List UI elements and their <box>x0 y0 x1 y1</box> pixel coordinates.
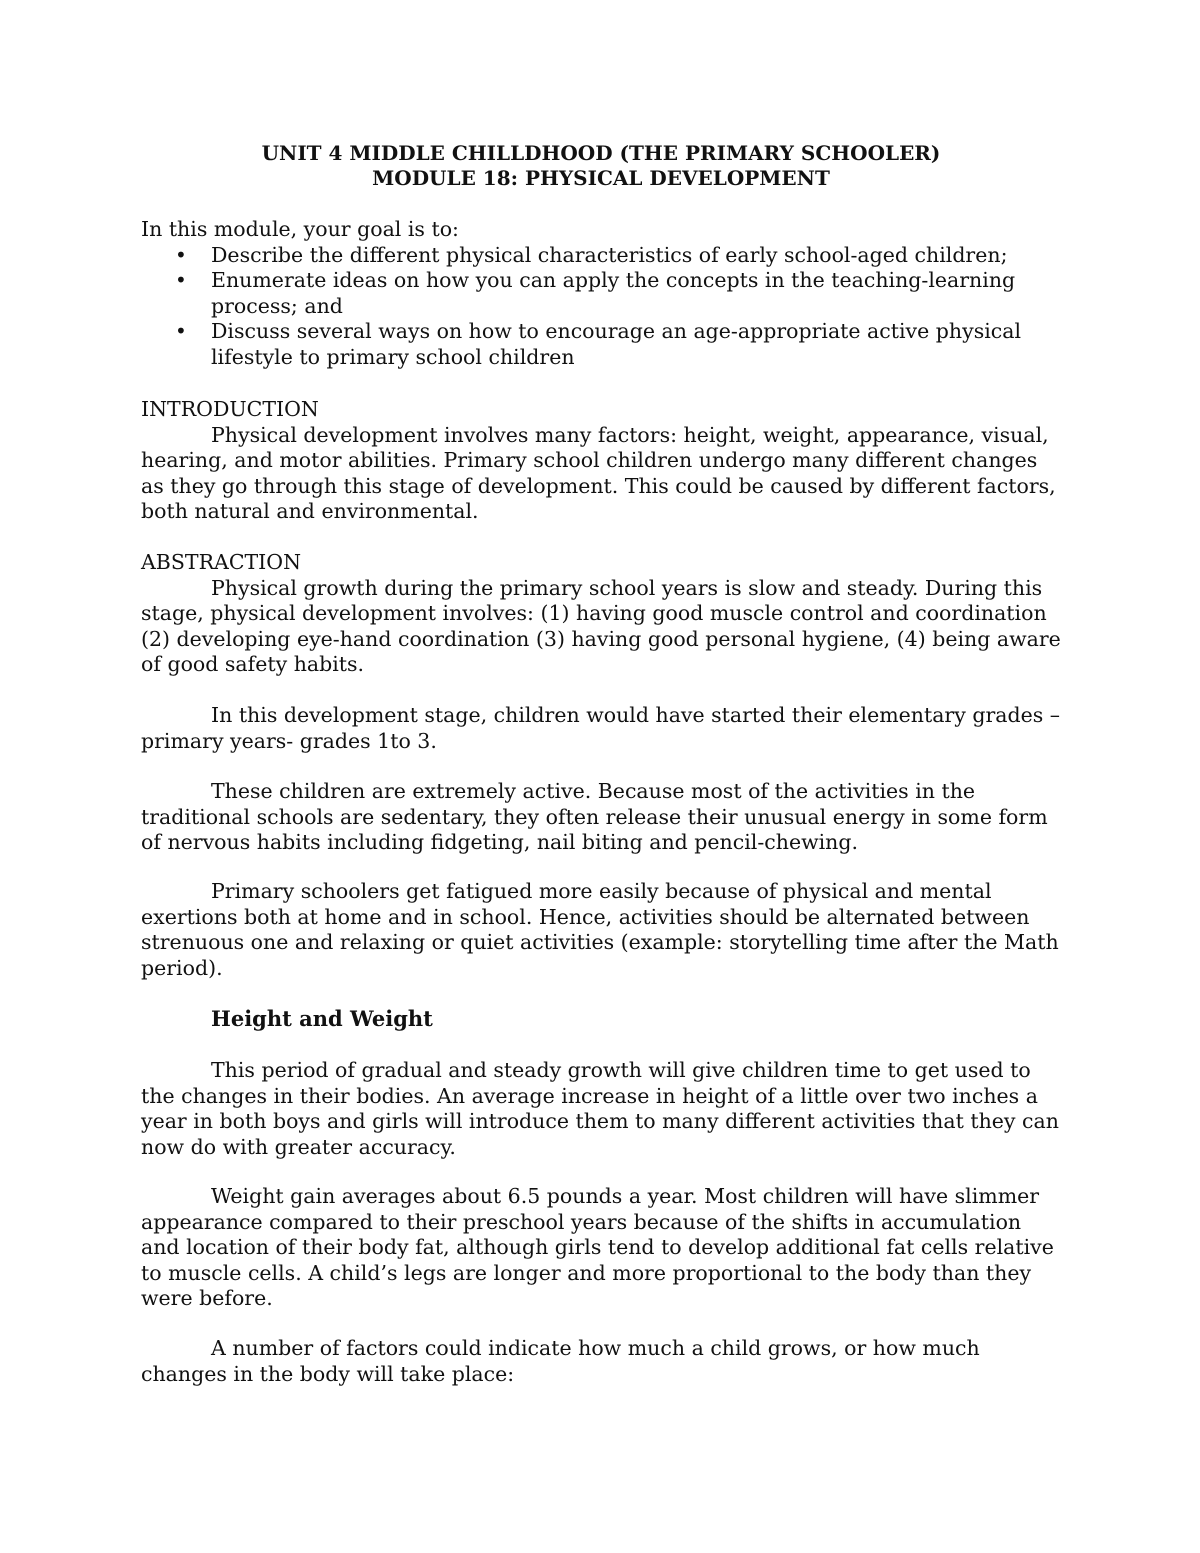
goals-section <box>141 217 1061 370</box>
introduction-heading: INTRODUCTION <box>141 397 319 421</box>
goal-item: • Enumerate ideas on how you can apply the concepts in the teaching-learning process; and <box>141 268 1061 319</box>
abstraction-paragraph: Primary schoolers get fatigued more easily because of physical and mental exertions both at home and in school. Hence, activities should be alternated between strenuous one and relaxing or quiet activities (example: storytelling time after the Math period). <box>141 879 1059 980</box>
goals-intro: In this module, your goal is to: <box>141 217 459 241</box>
unit-title: UNIT 4 MIDDLE CHILLDHOOD (THE PRIMARY SCHOOLER) <box>261 141 941 165</box>
abstraction-paragraph-2-block <box>141 703 1061 754</box>
height-weight-paragraph: Weight gain averages about 6.5 pounds a year. Most children will have slimmer appearance compared to their preschool years because of the shifts in accumulation and location of their body fat, although girls tend to develop additional fat cells relative to muscle cells. A child’s legs are longer and more proportional to the body than they were before. <box>141 1184 1054 1310</box>
height-weight-paragraph-1-block <box>141 1058 1061 1160</box>
module-title: MODULE 18: PHYSICAL DEVELOPMENT <box>372 166 830 190</box>
introduction-section <box>141 397 1061 525</box>
abstraction-paragraph: In this development stage, children would have started their elementary grades – primary years- grades 1to 3. <box>141 703 1061 753</box>
abstraction-paragraph-3-block <box>141 779 1061 856</box>
introduction-paragraph: Physical development involves many factors: height, weight, appearance, visual, hearing, and motor abilities. Primary school children undergo many different changes as they go through this stage of development. This could be caused by different factors, both natural and environmental. <box>141 422 1056 523</box>
height-weight-paragraph: A number of factors could indicate how much a child grows, or how much changes in the body will take place: <box>141 1336 980 1386</box>
abstraction-heading: ABSTRACTION <box>141 550 302 574</box>
height-weight-paragraph-3-block <box>141 1336 1061 1387</box>
height-weight-paragraph-2-block <box>141 1184 1061 1312</box>
abstraction-paragraph: Physical growth during the primary school years is slow and steady. During this stage, physical development involves: (1) having good muscle control and coordination (2) developing eye-hand coordination (3) having good personal hygiene, (4) being aware of good safety habits. <box>141 575 1061 676</box>
goals-list <box>141 243 1061 371</box>
height-weight-paragraph: This period of gradual and steady growth will give children time to get used to the changes in their bodies. An average increase in height of a little over two inches a year in both boys and girls will introduce them to many different activities that they can now do with greater accuracy. <box>141 1058 1059 1159</box>
abstraction-section <box>141 550 1061 678</box>
goal-item: • Discuss several ways on how to encourage an age-appropriate active physical lifestyle to primary school children <box>141 319 1061 370</box>
goal-item: • Describe the different physical characteristics of early school-aged children; <box>141 243 1061 269</box>
abstraction-paragraph: These children are extremely active. Because most of the activities in the traditional schools are sedentary, they often release their unusual energy in some form of nervous habits including fidgeting, nail biting and pencil-chewing. <box>141 779 1048 854</box>
height-weight-heading-block <box>141 1006 1061 1032</box>
document-title <box>141 141 1061 191</box>
height-weight-heading: Height and Weight <box>211 1006 433 1031</box>
abstraction-paragraph-4-block <box>141 879 1061 981</box>
